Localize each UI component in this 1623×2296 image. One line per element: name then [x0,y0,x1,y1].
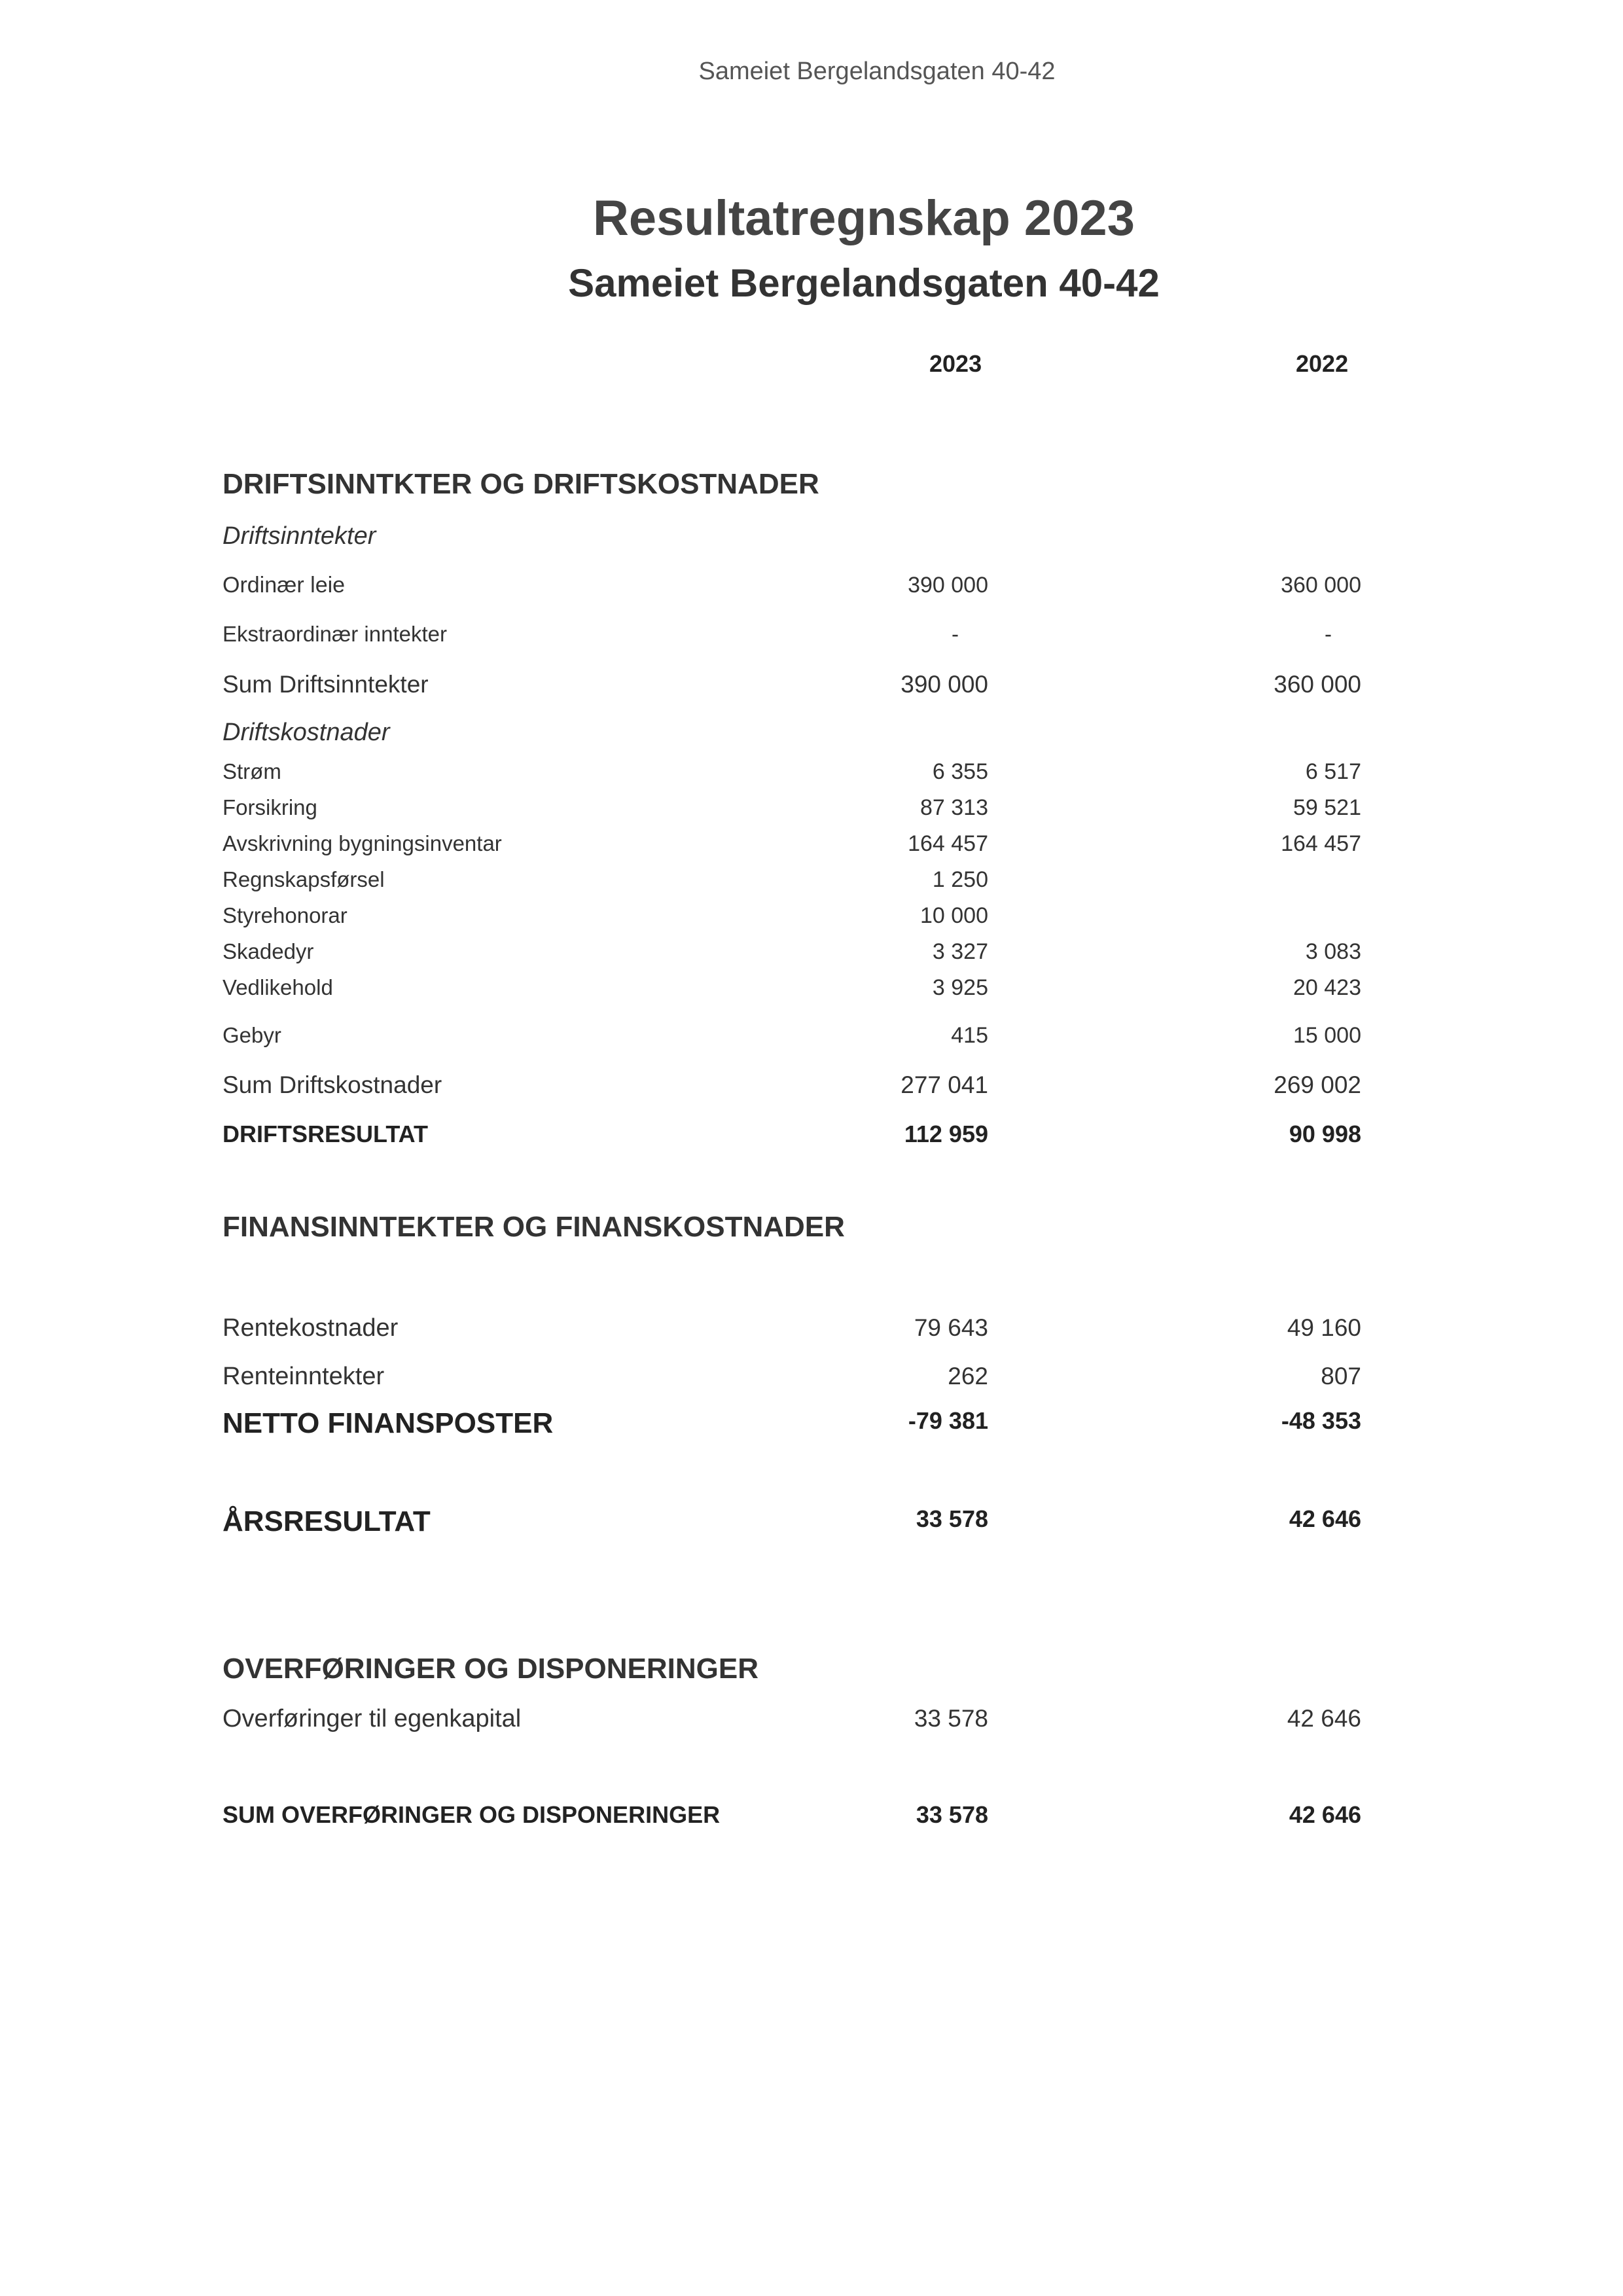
row-label: Regnskapsførsel [223,867,385,891]
value-2022: 15 000 [1293,1023,1361,1048]
row-avskrivning [223,831,1374,870]
row-renteinntekter [223,1363,1374,1402]
row-sum-overforinger [223,1801,1374,1840]
row-netto-finansposter [223,1407,1374,1446]
value-2022: 269 002 [1274,1071,1361,1098]
subsection-inntekter [223,522,1374,562]
value-2022: 42 646 [1289,1801,1361,1828]
value-2023: 390 000 [908,573,988,598]
row-label: NETTO FINANSPOSTER [223,1407,554,1439]
row-label: Forsikring [223,795,317,819]
value-2022: 807 [1321,1363,1361,1390]
value-2022: 49 160 [1287,1314,1361,1341]
row-label: Renteinntekter [223,1363,385,1390]
document-title: Resultatregnskap 2023 [593,190,1135,246]
row-ekstraordinaer [223,622,1374,661]
section-drift [223,468,1374,507]
row-label: Overføringer til egenkapital [223,1705,522,1732]
row-driftsresultat [223,1121,1374,1160]
row-gebyr [223,1023,1374,1062]
value-2023: 1 250 [932,867,988,892]
row-vedlikehold [223,975,1374,1014]
page-header: Sameiet Bergelandsgaten 40-42 [698,58,1056,85]
row-regnskapsforsel [223,867,1374,906]
row-label: Ekstraordinær inntekter [223,622,447,646]
value-2023: 415 [951,1023,988,1048]
row-arsresultat [223,1505,1374,1545]
document-subtitle: Sameiet Bergelandsgaten 40-42 [568,261,1160,305]
section-overforinger [223,1653,1374,1692]
value-2023: 79 643 [914,1314,988,1341]
row-forsikring [223,795,1374,834]
subsection-title: Driftsinntekter [223,522,376,550]
value-2023: 390 000 [901,671,988,698]
section-title: FINANSINNTEKTER OG FINANSKOSTNADER [223,1211,845,1243]
row-ordinaer-leie [223,573,1374,612]
value-2022: - [1325,622,1332,646]
row-overforinger-egenkapital [223,1705,1374,1744]
row-sum-driftsinntekter [223,671,1374,710]
value-2023: 112 959 [904,1121,988,1147]
value-2022: 6 517 [1305,759,1361,784]
value-2023: 3 327 [932,939,988,964]
value-2022: 360 000 [1281,573,1361,598]
value-2023: 33 578 [914,1705,988,1732]
value-2023: 6 355 [932,759,988,784]
value-2023: 33 578 [916,1801,988,1828]
value-2022: 3 083 [1305,939,1361,964]
value-2023: 33 578 [916,1505,988,1532]
section-finans [223,1211,1374,1250]
value-2022: 59 521 [1293,795,1361,820]
value-2023: 10 000 [920,903,988,928]
row-label: Gebyr [223,1023,281,1047]
row-label: Avskrivning bygningsinventar [223,831,502,855]
row-label: Sum Driftsinntekter [223,671,429,698]
row-label: Ordinær leie [223,573,346,598]
row-label: Sum Driftskostnader [223,1071,442,1098]
value-2023: - [952,622,959,646]
value-2022: 90 998 [1289,1121,1361,1147]
subsection-kostnader [223,719,1374,758]
value-2022: 42 646 [1289,1505,1361,1532]
value-2023: 87 313 [920,795,988,820]
column-header-2022: 2022 [1296,350,1349,377]
row-rentekostnader [223,1314,1374,1354]
value-2022: -48 353 [1281,1407,1361,1434]
row-label: Styrehonorar [223,903,348,927]
row-label: DRIFTSRESULTAT [223,1121,428,1147]
value-2023: 3 925 [932,975,988,1000]
row-skadedyr [223,939,1374,978]
subsection-title: Driftskostnader [223,719,390,746]
row-label: ÅRSRESULTAT [223,1505,431,1537]
section-title: DRIFTSINNTKTER OG DRIFTSKOSTNADER [223,468,819,500]
row-label: Strøm [223,759,281,783]
row-styrehonorar [223,903,1374,942]
value-2022: 164 457 [1281,831,1361,856]
section-title: OVERFØRINGER OG DISPONERINGER [223,1653,758,1685]
value-2023: -79 381 [908,1407,988,1434]
column-header-2023: 2023 [929,350,982,377]
row-label: Skadedyr [223,939,314,963]
row-sum-driftskostnader [223,1071,1374,1111]
row-strom [223,759,1374,798]
value-2023: 277 041 [901,1071,988,1098]
value-2022: 360 000 [1274,671,1361,698]
value-2023: 164 457 [908,831,988,856]
row-label: Vedlikehold [223,975,333,999]
value-2022: 42 646 [1287,1705,1361,1732]
value-2023: 262 [948,1363,988,1390]
row-label: Rentekostnader [223,1314,399,1342]
value-2022: 20 423 [1293,975,1361,1000]
row-label: SUM OVERFØRINGER OG DISPONERINGER [223,1801,721,1828]
